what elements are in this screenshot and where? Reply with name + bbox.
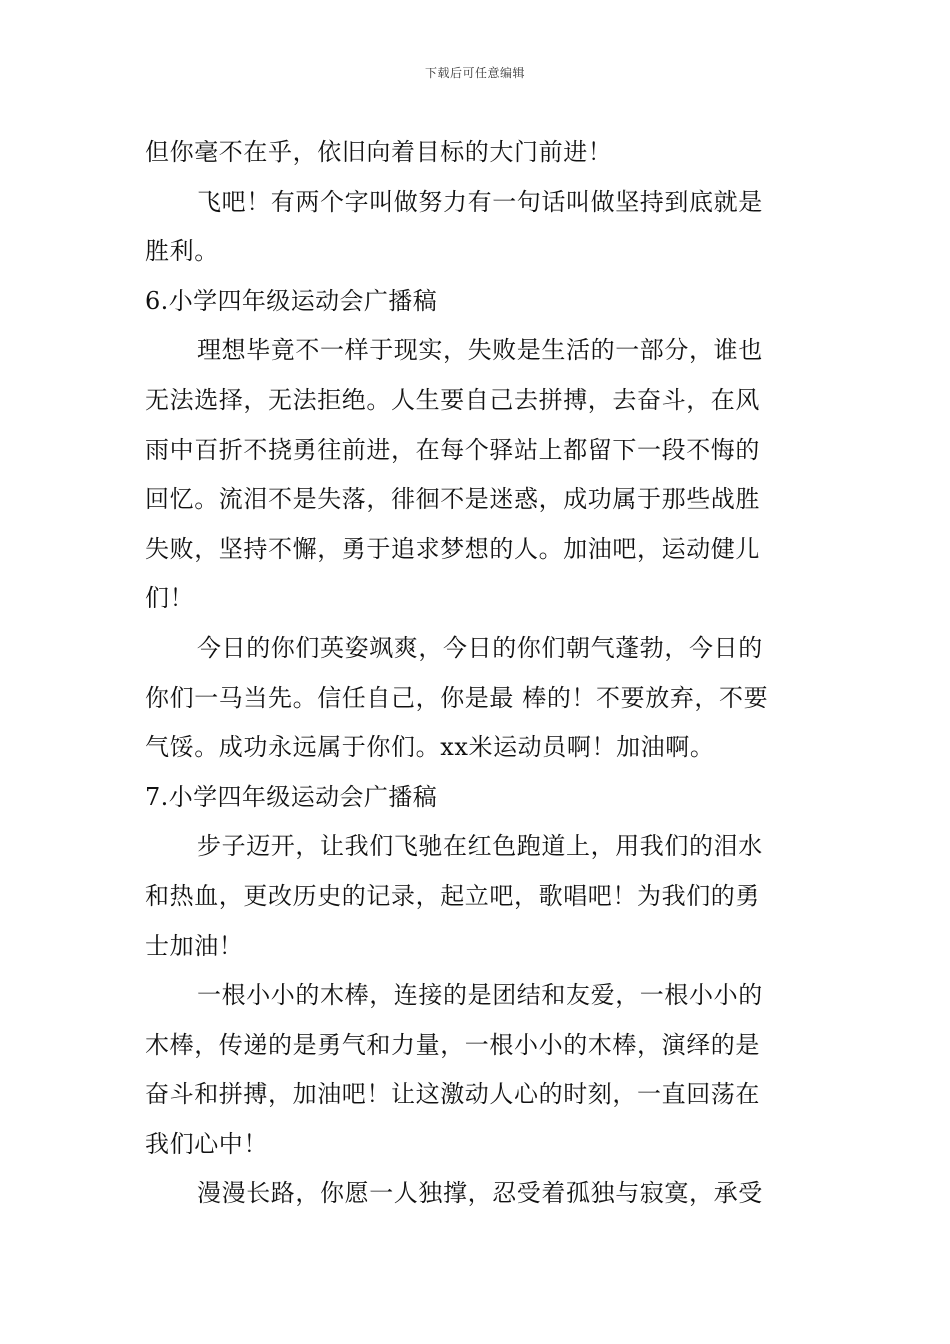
text-line: 无法选择，无法拒绝。人生要自己去拼搏，去奋斗，在风 xyxy=(145,385,760,414)
section-heading: 6.小学四年级运动会广播稿 xyxy=(145,286,438,315)
text-line: 奋斗和拼搏，加油吧！让这激动人心的时刻，一直回荡在 xyxy=(145,1080,760,1109)
text-line: 我们心中！ xyxy=(145,1129,268,1158)
text-line: 雨中百折不挠勇往前进，在每个驿站上都留下一段不悔的 xyxy=(145,435,760,464)
text-line: 但你毫不在乎，依旧向着目标的大门前进！ xyxy=(145,138,613,166)
text-line: 胜利。 xyxy=(145,237,219,266)
text-line: 和热血，更改历史的记录，起立吧，歌唱吧！为我们的勇 xyxy=(145,881,760,910)
paragraph-start-line: 步子迈开，让我们飞驰在红色跑道上，用我们的泪水 xyxy=(197,832,763,861)
document-body xyxy=(145,128,811,1219)
text-line: 你们一马当先。信任自己，你是最 棒的！不要放弃，不要 xyxy=(145,683,769,712)
page-header: 下载后可任意编辑 xyxy=(424,66,525,80)
section-heading: 7.小学四年级运动会广播稿 xyxy=(145,782,438,811)
paragraph-start-line: 漫漫长路，你愿一人独撑，忍受着孤独与寂寞，承受 xyxy=(197,1179,763,1208)
paragraph-start-line: 理想毕竟不一样于现实，失败是生活的一部分，谁也 xyxy=(197,336,763,365)
text-line: 回忆。流泪不是失落，徘徊不是迷惑，成功属于那些战胜 xyxy=(145,485,760,514)
text-line: 失败，坚持不懈，勇于追求梦想的人。加油吧，运动健儿 xyxy=(145,534,760,563)
paragraph-start-line: 今日的你们英姿飒爽，今日的你们朝气蓬勃，今日的 xyxy=(197,633,763,662)
text-line: 气馁。成功永远属于你们。xx米运动员啊！加油啊。 xyxy=(145,733,715,762)
text-line: 士加油！ xyxy=(145,931,244,960)
text-line: 们！ xyxy=(145,584,195,613)
text-line: 木棒，传递的是勇气和力量，一根小小的木棒，演绎的是 xyxy=(145,1030,760,1059)
paragraph-start-line: 飞吧！有两个字叫做努力有一句话叫做坚持到底就是 xyxy=(197,187,763,216)
paragraph-start-line: 一根小小的木棒，连接的是团结和友爱，一根小小的 xyxy=(197,981,763,1010)
